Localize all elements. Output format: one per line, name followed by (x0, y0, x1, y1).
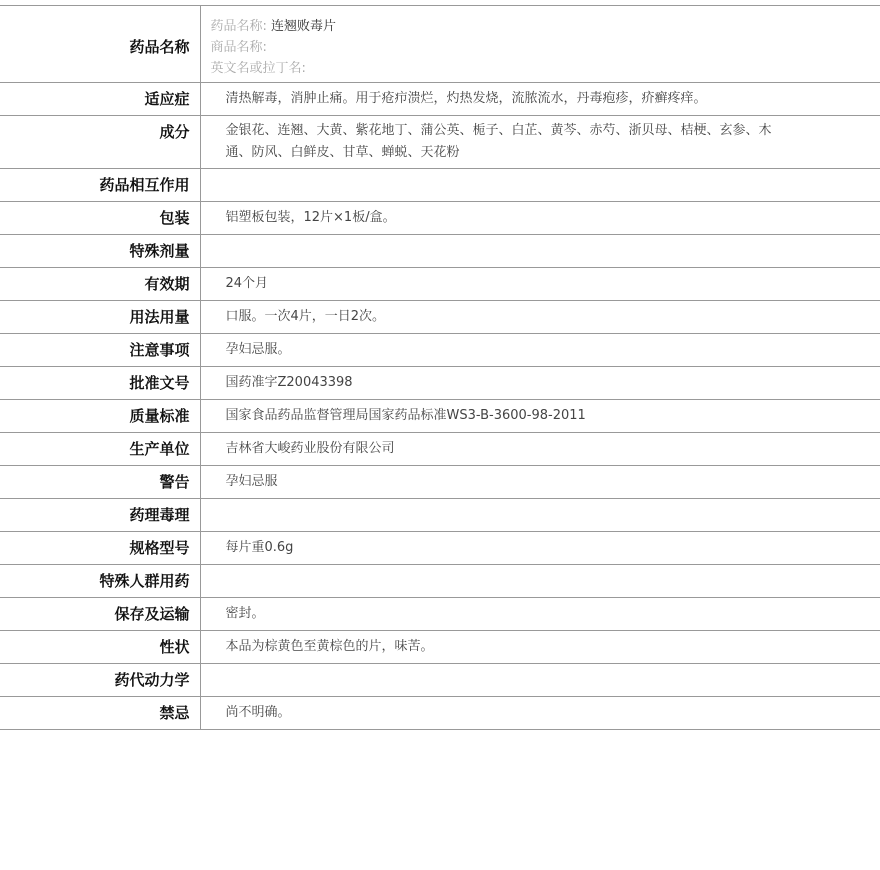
row-label: 适应症 (0, 83, 200, 116)
row-label: 用法用量 (0, 301, 200, 334)
row-special-dosage (0, 235, 880, 268)
row-warning (0, 466, 880, 499)
english-name-key: 英文名或拉丁名: (210, 61, 306, 76)
row-label: 生产单位 (0, 433, 200, 466)
row-shelf-life (0, 268, 880, 301)
row-label: 药品名称 (0, 6, 200, 83)
row-value (200, 664, 880, 697)
row-value: 本品为棕黄色至黄棕色的片，味苦。 (200, 631, 880, 664)
row-value: 铝塑板包装，12片×1板/盒。 (200, 202, 880, 235)
trade-name-line (211, 37, 871, 58)
row-value: 国家食品药品监督管理局国家药品标准WS3-B-3600-98-2011 (200, 400, 880, 433)
row-label: 禁忌 (0, 697, 200, 730)
row-drug-interactions (0, 169, 880, 202)
row-indications (0, 83, 880, 116)
row-label: 成分 (0, 116, 200, 169)
row-value (200, 235, 880, 268)
row-special-populations (0, 565, 880, 598)
row-pharmacokinetics (0, 664, 880, 697)
row-label: 特殊人群用药 (0, 565, 200, 598)
row-ingredients (0, 116, 880, 169)
row-label: 保存及运输 (0, 598, 200, 631)
drug-name-line (211, 16, 871, 37)
row-quality-standard (0, 400, 880, 433)
row-value (200, 6, 880, 83)
row-value: 密封。 (200, 598, 880, 631)
row-value: 口服。一次4片，一日2次。 (200, 301, 880, 334)
english-name-line (211, 58, 871, 79)
row-label: 药代动力学 (0, 664, 200, 697)
drug-spec-sheet (0, 5, 880, 730)
row-value: 尚不明确。 (200, 697, 880, 730)
row-label: 特殊剂量 (0, 235, 200, 268)
row-specification (0, 532, 880, 565)
row-value: 吉林省大峻药业股份有限公司 (200, 433, 880, 466)
row-storage-transport (0, 598, 880, 631)
row-contraindications (0, 697, 880, 730)
row-value (200, 499, 880, 532)
row-pharmacology-toxicology (0, 499, 880, 532)
row-label: 有效期 (0, 268, 200, 301)
row-usage-dosage (0, 301, 880, 334)
row-value (200, 565, 880, 598)
row-precautions (0, 334, 880, 367)
row-value: 孕妇忌服。 (200, 334, 880, 367)
drug-spec-table (0, 5, 880, 730)
row-label: 警告 (0, 466, 200, 499)
row-label: 规格型号 (0, 532, 200, 565)
row-value: 24个月 (200, 268, 880, 301)
row-value: 金银花、连翘、大黄、紫花地丁、蒲公英、栀子、白芷、黄芩、赤芍、浙贝母、桔梗、玄参、木通、防风、白鲜皮、甘草、蝉蜕、天花粉 (200, 116, 880, 169)
row-label: 药理毒理 (0, 499, 200, 532)
row-value: 每片重0.6g (200, 532, 880, 565)
row-label: 性状 (0, 631, 200, 664)
row-drug-name (0, 6, 880, 83)
trade-name-key: 商品名称: (210, 40, 267, 55)
row-value: 孕妇忌服 (200, 466, 880, 499)
row-value (200, 169, 880, 202)
row-label: 质量标准 (0, 400, 200, 433)
row-label: 包装 (0, 202, 200, 235)
row-packaging (0, 202, 880, 235)
row-label: 批准文号 (0, 367, 200, 400)
row-label: 药品相互作用 (0, 169, 200, 202)
row-value: 国药准字Z20043398 (200, 367, 880, 400)
row-value: 清热解毒，消肿止痛。用于疮疖溃烂，灼热发烧，流脓流水，丹毒疱疹，疥癣疼痒。 (200, 83, 880, 116)
row-approval-number (0, 367, 880, 400)
row-manufacturer (0, 433, 880, 466)
drug-name-key: 药品名称: (210, 19, 267, 34)
row-label: 注意事项 (0, 334, 200, 367)
row-appearance (0, 631, 880, 664)
drug-name-value: 连翘败毒片 (271, 19, 337, 34)
